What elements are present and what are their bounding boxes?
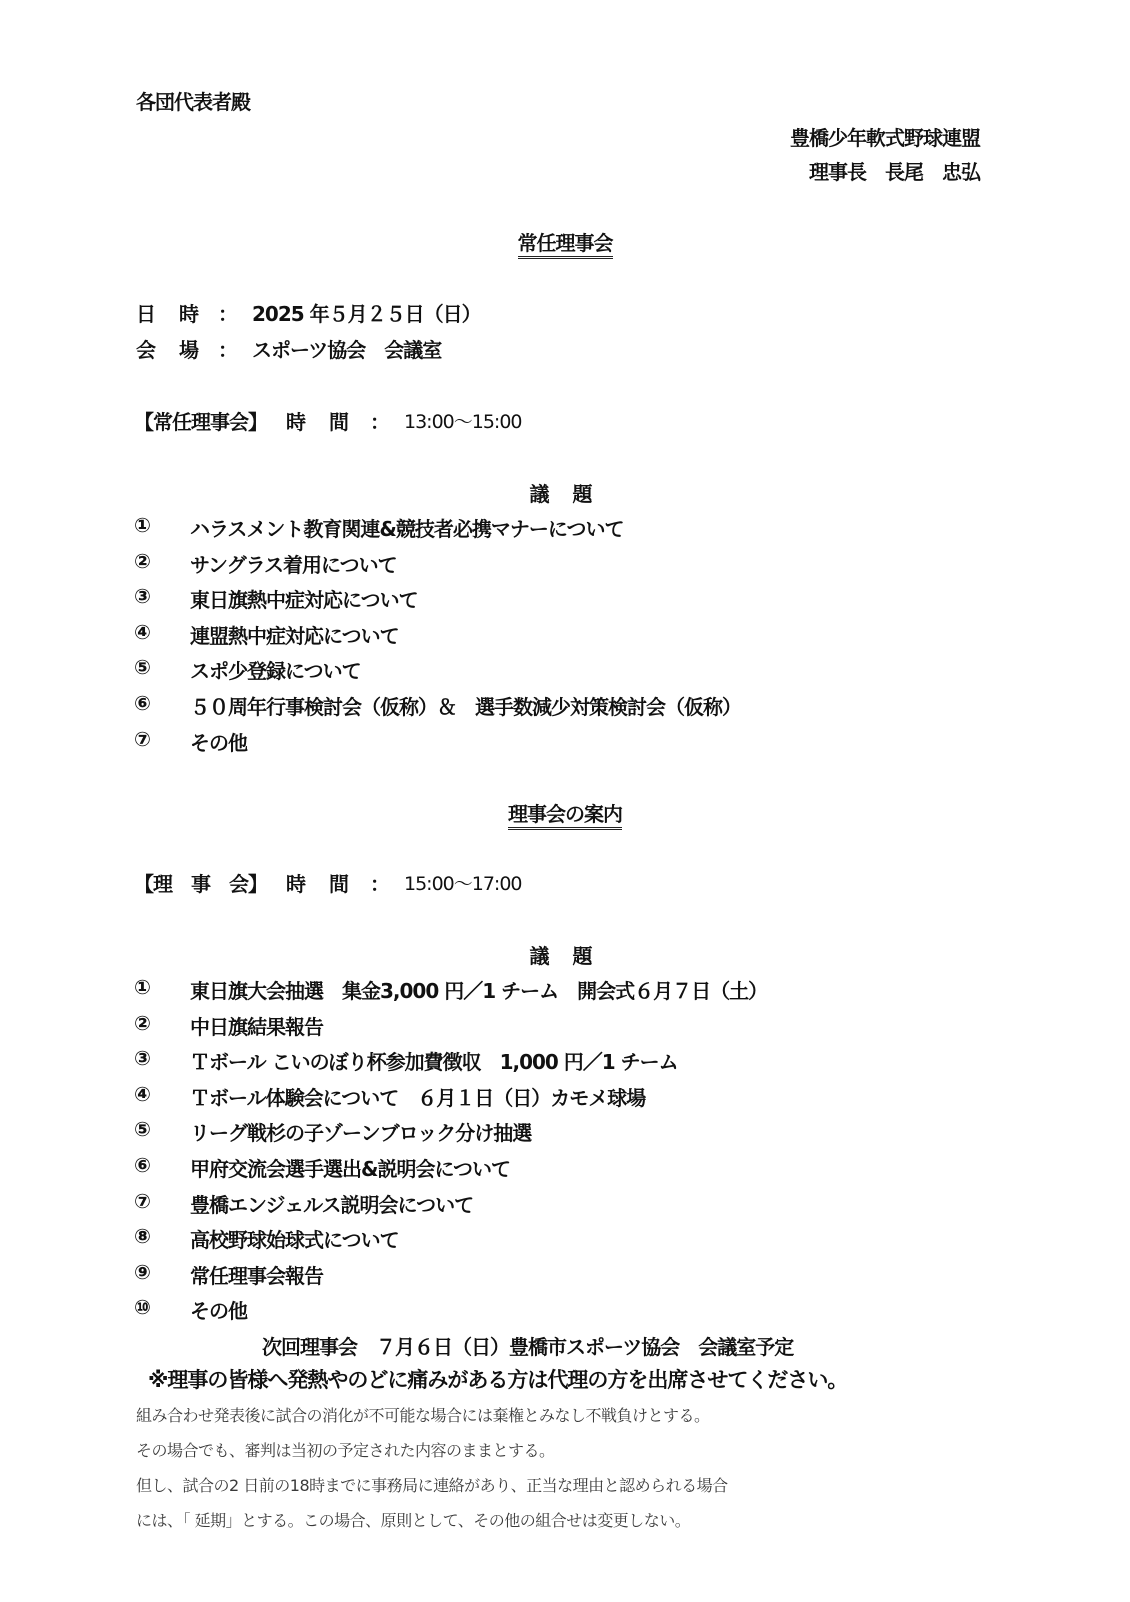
agenda2-item: 中日旗結果報告 [190, 1015, 323, 1039]
agenda2-item: その他 [190, 1299, 247, 1323]
agenda1-number: ⑥ [134, 691, 151, 715]
agenda1-number: ④ [134, 620, 151, 644]
agenda2-number: ⑧ [134, 1224, 151, 1248]
venue-value: スポーツ協会 会議室 [252, 338, 442, 362]
agenda2-number: ⑤ [134, 1117, 151, 1141]
rule-line: には、「 延期」とする。この場合、原則として、その他の組合せは変更しない。 [136, 1511, 691, 1530]
agenda2-number: ④ [134, 1082, 151, 1106]
agenda2-item: Ｔボール こいのぼり杯参加費徴収 1,000 円／1 チーム [190, 1050, 678, 1074]
meeting1-title: 常任理事会 [518, 231, 613, 259]
agenda1-item: ５０周年行事検討会（仮称）＆ 選手数減少対策検討会（仮称） [190, 695, 741, 719]
agenda2-number: ③ [134, 1046, 151, 1070]
agenda1-item: 連盟熱中症対応について [190, 624, 399, 648]
agenda2-item: 甲府交流会選手選出&説明会について [190, 1157, 511, 1181]
agenda1-item: サングラス着用について [190, 553, 397, 577]
date-colon: ： [218, 302, 237, 326]
meeting1-title-row [0, 227, 1130, 256]
session2-time-value: 15:00～17:00 [404, 873, 522, 895]
venue-label: 会 場 [136, 338, 207, 362]
agenda2-item: 高校野球始球式について [190, 1228, 399, 1252]
session1-label: 【常任理事会】 [134, 410, 267, 434]
agenda1-item: その他 [190, 731, 247, 755]
rule-line: その場合でも、審判は当初の予定された内容のままとする。 [136, 1441, 555, 1460]
date-value: 2025 年５月２５日（日） [252, 302, 481, 326]
agenda2-number: ① [134, 975, 151, 999]
agenda2-item: 豊橋エンジェルス説明会について [190, 1193, 474, 1217]
next-meeting-notice: 次回理事会 ７月６日（日）豊橋市スポーツ協会 会議室予定 [262, 1335, 794, 1359]
agenda2-heading: 議 題 [529, 944, 601, 968]
agenda2-number: ⑦ [134, 1189, 151, 1213]
agenda1-number: ⑦ [134, 727, 151, 751]
session2-label: 【理 事 会】 [134, 872, 267, 896]
attendance-note: ※理事の皆様へ発熱やのどに痛みがある方は代理の方を出席させてください。 [148, 1368, 848, 1392]
agenda1-number: ② [134, 549, 151, 573]
agenda2-number: ⑩ [134, 1295, 151, 1319]
agenda2-item: 東日旗大会抽選 集金3,000 円／1 チーム 開会式６月７日（土） [190, 979, 768, 1003]
signer-name: 理事長 長尾 忠弘 [809, 160, 980, 184]
agenda1-number: ① [134, 513, 151, 537]
venue-colon: ： [218, 338, 237, 362]
rule-line: 但し、試合の2 日前の18時までに事務局に連絡があり、正当な理由と認められる場合 [136, 1476, 728, 1495]
agenda1-number: ③ [134, 584, 151, 608]
agenda2-number: ② [134, 1011, 151, 1035]
agenda1-item: スポ少登録について [190, 659, 361, 683]
session1-time-label: 時 間 [286, 410, 357, 434]
agenda1-heading: 議 題 [529, 482, 601, 506]
meeting2-title-row [0, 798, 1130, 827]
session2-time-label: 時 間 [286, 872, 357, 896]
session1-time-value: 13:00～15:00 [404, 411, 522, 433]
agenda1-number: ⑤ [134, 655, 151, 679]
addressee: 各団代表者殿 [136, 90, 250, 114]
agenda2-item: 常任理事会報告 [190, 1264, 323, 1288]
agenda2-item: Ｔボール体験会について ６月１日（日）カモメ球場 [190, 1086, 646, 1110]
meeting2-title: 理事会の案内 [508, 802, 622, 830]
agenda1-item: 東日旗熱中症対応について [190, 588, 418, 612]
session2-colon: ： [370, 872, 389, 896]
date-label: 日 時 [136, 302, 207, 326]
agenda1-item: ハラスメント教育関連&競技者必携マナーについて [190, 517, 624, 541]
organization-name: 豊橋少年軟式野球連盟 [790, 126, 980, 150]
session1-colon: ： [370, 410, 389, 434]
agenda2-number: ⑥ [134, 1153, 151, 1177]
agenda2-item: リーグ戦杉の子ゾーンブロック分け抽選 [190, 1121, 532, 1145]
rule-line: 組み合わせ発表後に試合の消化が不可能な場合には棄権とみなし不戦負けとする。 [136, 1406, 710, 1425]
agenda2-number: ⑨ [134, 1260, 151, 1284]
